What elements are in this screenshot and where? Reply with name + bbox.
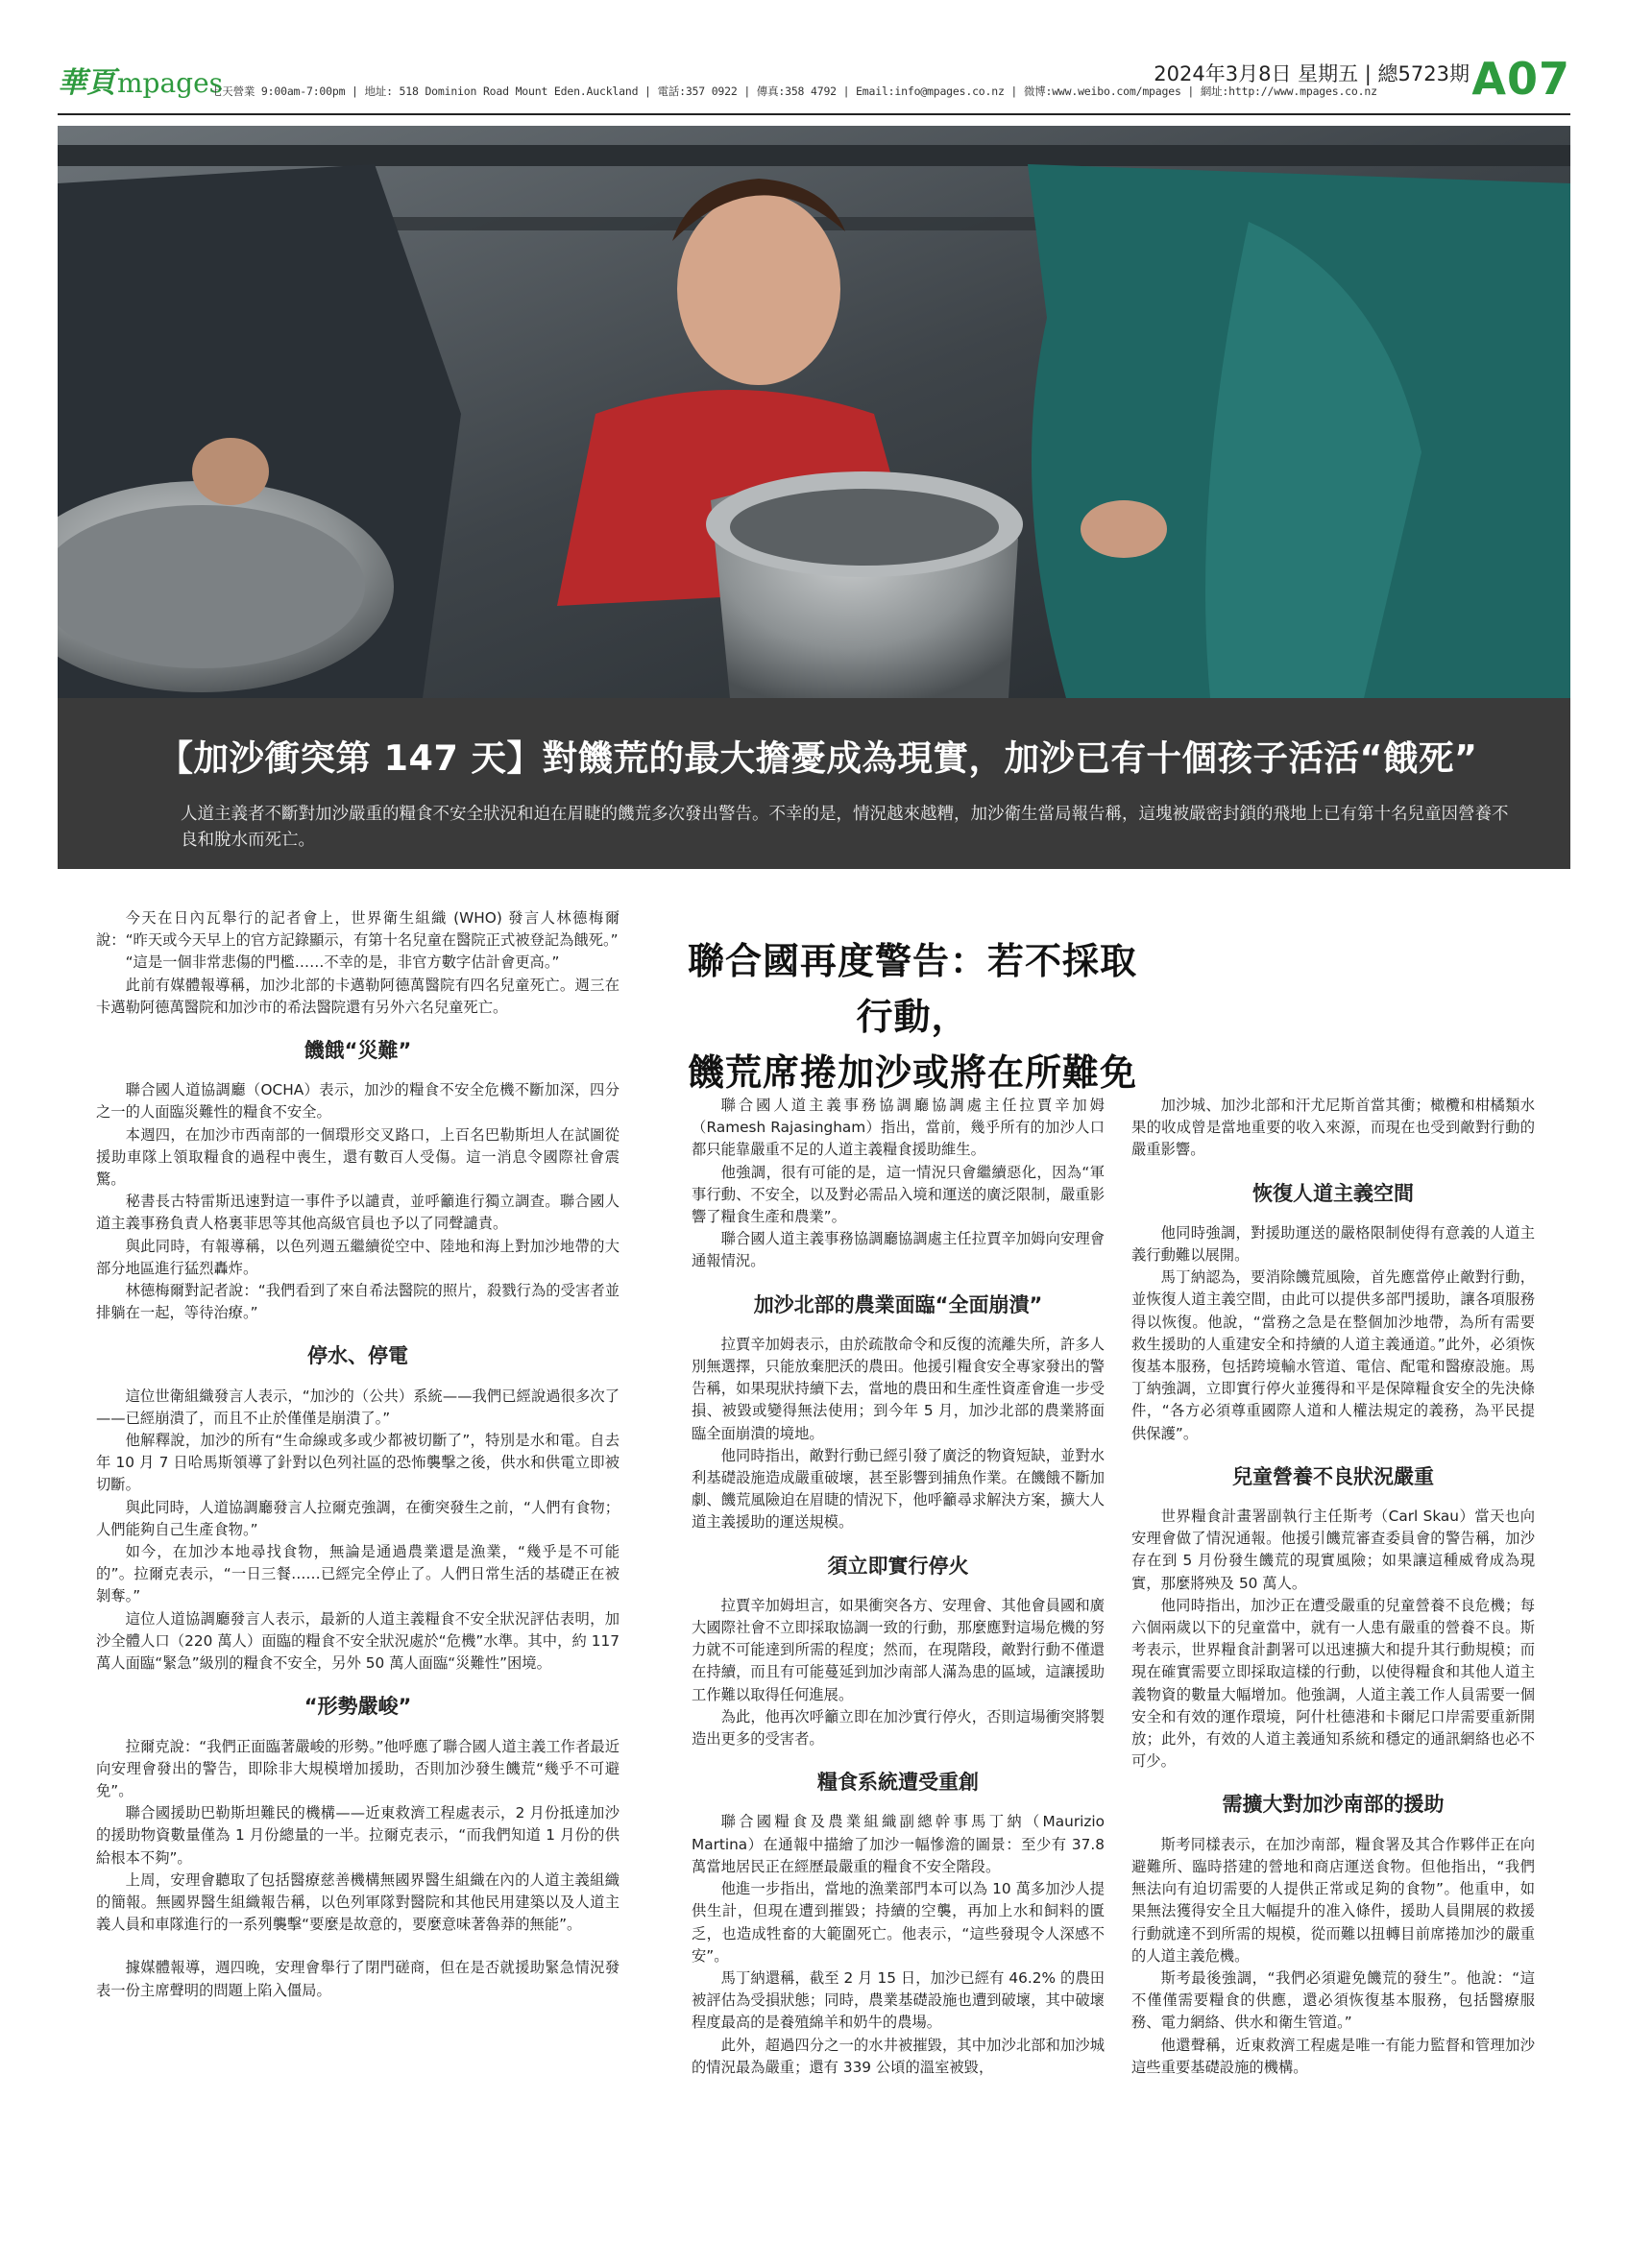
subheading: 恢復人道主義空間 (1252, 1181, 1414, 1205)
paragraph: 他同時指出，加沙正在遭受嚴重的兒童營養不良危機；每六個兩歲以下的兒童當中，就有一人患有嚴重的營養不良。斯考表示，世界糧食計劃署可以迅速擴大和提升其行動規模；而現在確實需要立即採取這樣的行動，以使得糧食和其他人道主義物資的數量大幅增加。他強調，人道主義工作人員需要一個安全和有效的運作環境，阿什杜德港和卡爾尼口岸需要重新開放；此外，有效的人道主義通知系統和穩定的通訊網絡也必不可少。 (1131, 1596, 1535, 1771)
paragraph: 拉賈辛加姆坦言，如果衝突各方、安理會、其他會員國和廣大國際社會不立即採取協調一致的行動，那麼應對這場危機的努力就不可能達到所需的程度；然而，在現階段，敵對行動不僅還在持續，而且有可能蔓延到加沙南部人滿為患的區域，這讓援助工作難以取得任何進展。 (692, 1596, 1105, 1703)
paragraph: 聯合國糧食及農業組織副總幹事馬丁納（Maurizio Martina）在通報中描繪了加沙一幅慘澹的圖景：至少有 37.8 萬當地居民正在經歷最嚴重的糧食不安全階段。 (692, 1813, 1105, 1875)
paragraph: 拉賈辛加姆表示，由於疏散命令和反復的流離失所，許多人別無選擇，只能放棄肥沃的農田。他援引糧食安全專家發出的警告稱，如果現狀持續下去，當地的農田和生產性資產會進一步受損、被毀或變得無法使用；到今年 5 月，加沙北部的農業將面臨全面崩潰的境地。 (692, 1335, 1105, 1442)
paragraph: 斯考最後強調，“我們必須避免饑荒的發生”。他說：“這不僅僅需要糧食的供應，還必須恢復基本服務，包括醫療服務、電力網絡、供水和衛生管道。” (1131, 1968, 1535, 2032)
paragraph: 加沙城、加沙北部和汗尤尼斯首當其衝；橄欖和柑橘類水果的收成曾是當地重要的收入來源，而現在也受到敵對行動的嚴重影響。 (1131, 1097, 1535, 1159)
paragraph: 馬丁納還稱，截至 2 月 15 日，加沙已經有 46.2% 的農田被評估為受損狀態；同時，農業基礎設施也遭到破壞，其中破壞程度最高的是養殖綿羊和奶牛的農場。 (692, 1968, 1105, 2032)
lead-photo (58, 126, 1570, 698)
paragraph: 此前有媒體報導稱，加沙北部的卡邁勒阿德萬醫院有四名兒童死亡。週三在卡邁勒阿德萬醫院和加沙市的希法醫院還有另外六名兒童死亡。 (96, 976, 620, 1016)
paragraph: 如今，在加沙本地尋找食物，無論是通過農業還是漁業，“幾乎是不可能的”。拉爾克表示，“一日三餐……已經完全停止了。人們日常生活的基礎正在被剝奪。” (96, 1543, 620, 1605)
paragraph: 他解釋說，加沙的所有“生命線或多或少都被切斷了”，特別是水和電。自去年 10 月 7 日哈馬斯領導了針對以色列社區的恐怖襲擊之後，供水和供電立即被切斷。 (96, 1432, 620, 1494)
paragraph: 馬丁納認為，要消除饑荒風險，首先應當停止敵對行動，並恢復人道主義空間，由此可以提供多部門援助，讓各項服務得以恢復。他說，“當務之急是在整個加沙地帶，為所有需要救生援助的人重建安全和持續的人道主義通道。”此外，必須恢復基本服務，包括跨境輸水管道、電信、配電和醫療設施。馬丁納強調，立即實行停火並獲得和平是保障糧食安全的先決條件，“各方必須尊重國際人道和人權法規定的義務，為平民提供保護”。 (1131, 1268, 1535, 1442)
paragraph: 世界糧食計畫署副執行主任斯考（Carl Skau）當天也向安理會做了情況通報。他援引饑荒審查委員會的警告稱，加沙存在到 5 月份發生饑荒的現實風險；如果讓這種威脅成為現實，那麼將殃及 50 萬人。 (1131, 1508, 1535, 1592)
paragraph: 與此同時，人道協調廳發言人拉爾克強調，在衝突發生之前，“人們有食物；人們能夠自己生產食物。” (96, 1498, 620, 1538)
subheading: 需擴大對加沙南部的援助 (1222, 1793, 1445, 1817)
paragraph: 他同時強調，對援助運送的嚴格限制使得有意義的人道主義行動難以展開。 (1131, 1223, 1535, 1265)
paragraph: 本週四，在加沙市西南部的一個環形交叉路口，上百名巴勒斯坦人在試圖從援助車隊上領取糧食的過程中喪生，還有數百人受傷。這一消息令國際社會震驚。 (96, 1125, 620, 1189)
paragraph: 聯合國人道主義事務協調廳協調處主任拉賈辛加姆（Ramesh Rajasingham）指出，當前，幾乎所有的加沙人口都只能靠嚴重不足的人道主義糧食援助維生。 (692, 1097, 1105, 1159)
paragraph: 上周，安理會聽取了包括醫療慈善機構無國界醫生組織在內的人道主義組織的簡報。無國界醫生組織報告稱，以色列軍隊對醫院和其他民用建築以及人道主義人員和車隊進行的一系列襲擊“要麼是故意的，要麼意味著魯莽的無能”。 (96, 1870, 620, 1934)
subheading: “形勢嚴峻” (304, 1695, 412, 1719)
article-column-3 (1131, 1095, 1535, 2079)
masthead (58, 53, 1570, 110)
logo-cjk-text: 華頁 (58, 66, 115, 100)
subheading: 須立即實行停火 (827, 1554, 969, 1578)
paragraph: 此外，超過四分之一的水井被摧毀，其中加沙北部和加沙城的情況最為嚴重；還有 339 公頃的溫室被毀， (692, 2036, 1105, 2076)
paragraph: 聯合國人道協調廳（OCHA）表示，加沙的糧食不安全危機不斷加深，四分之一的人面臨災難性的糧食不安全。 (96, 1081, 620, 1122)
paragraph: 秘書長古特雷斯迅速對這一事件予以譴責，並呼籲進行獨立調查。聯合國人道主義事務負責人格裏菲思等其他高級官員也予以了同聲譴責。 (96, 1193, 620, 1233)
paragraph: 他強調，很有可能的是，這一情況只會繼續惡化，因為“軍事行動、不安全，以及對必需品入境和運送的廣泛限制，嚴重影響了糧食生產和農業”。 (692, 1163, 1105, 1226)
logo-latin-text: mpages (117, 67, 224, 99)
paragraph: 今天在日內瓦舉行的記者會上，世界衛生組織 (WHO) 發言人林德梅爾說：“昨天或今天早上的官方記錄顯示，有第十名兒童在醫院正式被登記為餓死。” (96, 909, 620, 950)
paragraph: 為此，他再次呼籲立即在加沙實行停火，否則這場衝突將製造出更多的受害者。 (692, 1707, 1105, 1749)
subheading: 兒童營養不良狀況嚴重 (1232, 1464, 1434, 1488)
paragraph: 他還聲稱，近東救濟工程處是唯一有能力監督和管理加沙這些重要基礎設施的機構。 (1131, 2036, 1535, 2076)
paragraph: 林德梅爾對記者說：“我們看到了來自希法醫院的照片，殺戮行為的受害者並排躺在一起，等待治療。” (96, 1282, 620, 1322)
secondary-headline-line1: 聯合國再度警告：若不採取行動， (687, 940, 1137, 1038)
photo-illustration (58, 126, 1570, 698)
paragraph: 據媒體報導，週四晚，安理會舉行了閉門磋商，但在是否就援助緊急情況發表一份主席聲明的問題上陷入僵局。 (96, 1959, 620, 1999)
header-divider (58, 113, 1570, 115)
paragraph: 他同時指出，敵對行動已經引發了廣泛的物資短缺，並對水利基礎設施造成嚴重破壞，甚至影響到捕魚作業。在饑餓不斷加劇、饑荒風險迫在眉睫的情況下，他呼籲尋求解決方案，擴大人道主義援助的運送規模。 (692, 1446, 1105, 1532)
paragraph: 這位世衛組織發言人表示，“加沙的（公共）系統——我們已經說過很多次了——已經崩潰了，而且不止於僅僅是崩潰了。” (96, 1387, 620, 1427)
secondary-headline (672, 933, 1153, 1100)
main-headline: 【加沙衝突第 147 天】對饑荒的最大擔憂成為現實，加沙已有十個孩子活活“餓死” (158, 737, 1478, 779)
paragraph: 聯合國人道主義事務協調廳協調處主任拉賈辛加姆向安理會通報情況。 (692, 1230, 1105, 1270)
article-column-2 (692, 1095, 1105, 2079)
headline-banner (58, 698, 1570, 869)
paragraph: “這是一個非常悲傷的門檻……不幸的是，非官方數字估計會更高。” (125, 953, 560, 972)
paragraph: 聯合國援助巴勒斯坦難民的機構——近東救濟工程處表示，2 月份抵達加沙的援助物資數量僅為 1 月份總量的一半。拉爾克表示，“而我們知道 1 月份的供給根本不夠”。 (96, 1804, 620, 1867)
paragraph: 斯考同樣表示，在加沙南部，糧食署及其合作夥伴正在向避難所、臨時搭建的營地和商店運送食物。但他指出，“我們無法向有迫切需要的人提供正常或足夠的食物”。他重申，如果無法獲得安全且大幅提升的准入條件，援助人員開展的救援行動就達不到所需的規模，從而難以扭轉目前席捲加沙的嚴重的人道主義危機。 (1131, 1835, 1535, 1965)
page-number: A07 (1471, 53, 1570, 105)
paragraph: 這位人道協調廳發言人表示，最新的人道主義糧食不安全狀況評估表明，加沙全體人口（220 萬人）面臨的糧食不安全狀況處於“危機”水準。其中，約 117 萬人面臨“緊急”級別的糧食不安全，另外 50 萬人面臨“災難性”困境。 (96, 1609, 620, 1673)
issue-date-line: 2024年3月8日 星期五 | 總5723期 (1154, 62, 1470, 85)
paragraph: 與此同時，有報導稱，以色列週五繼續從空中、陸地和海上對加沙地帶的大部分地區進行猛烈轟炸。 (96, 1237, 620, 1277)
subheading: 加沙北部的農業面臨“全面崩潰” (753, 1292, 1043, 1316)
subheading: 饑餓“災難” (304, 1039, 412, 1063)
secondary-headline-line2: 饑荒席捲加沙或將在所難免 (687, 1051, 1137, 1094)
mpages-logo[interactable] (58, 59, 223, 101)
subheading: 糧食系統遭受重創 (817, 1771, 979, 1795)
paragraph: 拉爾克說：“我們正面臨著嚴峻的形勢。”他呼應了聯合國人道主義工作者最近向安理會發出的警告，即除非大規模增加援助，否則加沙發生饑荒“幾乎不可避免”。 (96, 1737, 620, 1799)
paragraph: 他進一步指出，當地的漁業部門本可以為 10 萬多加沙人提供生計，但現在遭到摧毀；持續的空襲，再加上水和飼料的匱乏，也造成牲畜的大範圍死亡。他表示，“這些發現令人深感不安”。 (692, 1880, 1105, 1965)
subheading: 停水、停電 (307, 1344, 408, 1368)
contact-info-line: 七天營業 9:00am-7:00pm | 地址: 518 Dominion Road Mount Eden.Auckland | 電話:357 0922 | 傳真:358 4792 | Email:info@mpages.co.nz | 微博:www.weibo.com/mpages | 網址:http://www.mpages.co.nz (211, 84, 1377, 98)
headline-deck: 人道主義者不斷對加沙嚴重的糧食不安全狀況和迫在眉睫的饑荒多次發出警告。不幸的是，情況越來越糟，加沙衛生當局報告稱，這塊被嚴密封鎖的飛地上已有第十名兒童因營養不良和脫水而死亡。 (181, 805, 1509, 850)
article-column-1 (96, 907, 620, 2002)
